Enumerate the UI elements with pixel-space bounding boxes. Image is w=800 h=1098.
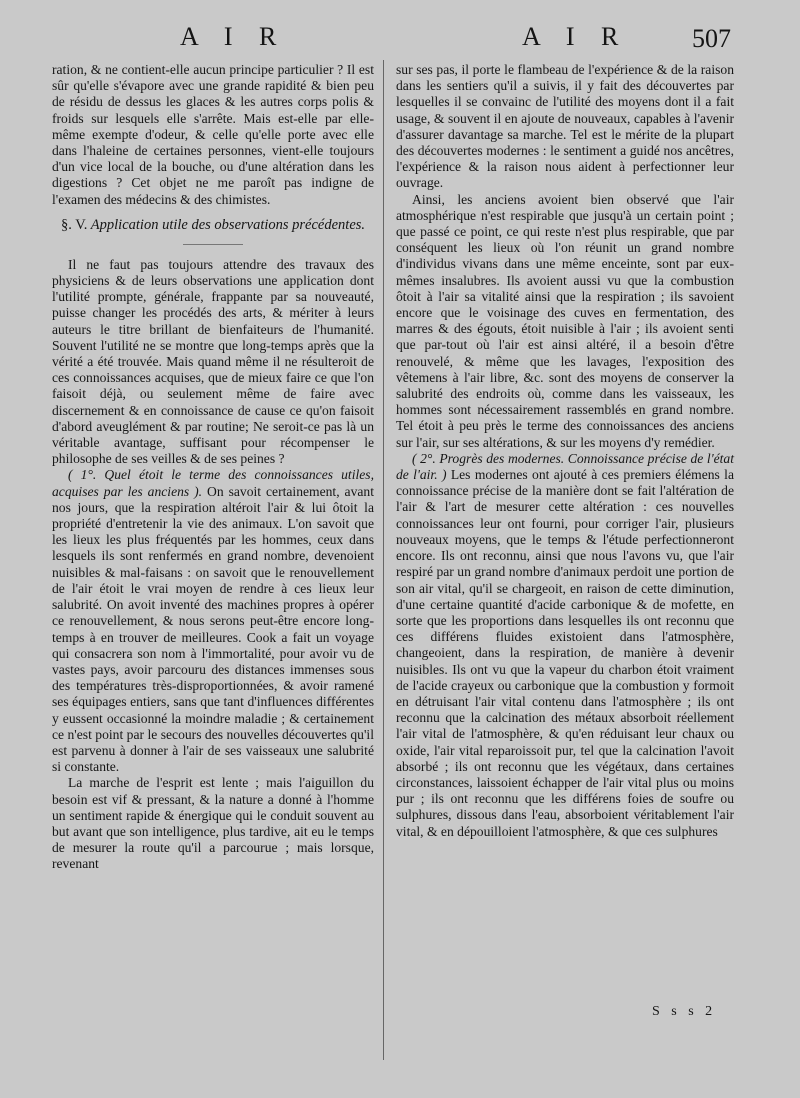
section-number: §. V.	[60, 216, 88, 233]
column-divider	[383, 60, 384, 1060]
running-head-left: A I R	[180, 22, 287, 51]
signature-mark: S s s 2	[652, 1004, 717, 1019]
paragraph: Il ne faut pas toujours attendre des travaux des physiciens & de leurs observations une application dont l'utilité prompte, générale, frappante par sa nouveauté, puisse changer les procédés des arts, & mériter à leurs auteurs le titre brillant de bienfaiteurs de l'humanité. Souvent l'utilité ne se montre que long-temps après que la vérité a été trouvée. Mais quand même il ne résulteroit de ces connoissances acquises, que de mieux faire ce que l'on faisoit déjà, ou seulement même de faire avec discernement & en connoissance de cause ce qu'on faisoit d'abord aveuglément & par routine; Ne seroit-ce pas là un véritable avantage, suffisant pour récompenser le philosophe de ses veilles & de ses peines ?	[52, 256, 374, 467]
paragraph	[396, 451, 734, 840]
paragraph-body: Les modernes ont ajouté à ces premiers élémens la connoissance précise de la manière dont se fait l'altération de l'air & l'art de mesurer cette altération : ces nouvelles connoissances leur ont fourni, pour corriger l'air, plusieurs nouveaux moyens, que le temps & l'étude perfectionneront encore. Ils ont reconnu, ainsi que nous l'avons vu, que l'air respiré par un grand nombre d'animaux perdoit une portion de son air vital, qu'il se chargeoit, en raison de cette diminution, d'une certaine quantité d'acide carbonique & de mofette, en sorte que les proportions dans lesquelles ils ont reconnu que ces différens fluides existoient dans l'atmosphère, changeoient, dans la respiration, de manière à devenir nuisibles. Ils ont vu que la vapeur du charbon étoit vraiment de l'acide crayeux ou carbonique que la combustion y formoit en détruisant l'air vital contenu dans l'atmosphère ; ils ont reconnu que la calcination des métaux absorboit réellement l'air vital de l'atmosphère, & qu'en réduisant leur chaux ou oxide, l'air vital reparoissoit pur, tel que la calcination l'avoit absorbé ; ils ont reconnu que les végétaux, dans certaines circonstances, laissoient échapper de l'air vital plus ou moins pur ; ils ont reconnu que les différens foies de soufre ou sulphures, dissous dans l'eau, absorboient véritablement l'air vital, & en dépouilloient l'atmosphère, & que ces sulphures	[396, 467, 734, 839]
page-number: 507	[692, 24, 731, 53]
section-heading	[52, 216, 374, 234]
paragraph-lead: ( 1°. Quel étoit le terme des connoissances utiles, acquises par les anciens ).	[52, 467, 374, 499]
left-column	[52, 62, 374, 873]
section-title: Application utile des observations précédentes.	[90, 216, 366, 233]
paragraph: La marche de l'esprit est lente ; mais l'aiguillon du besoin est vif & pressant, & la nature a donné à l'homme un sentiment rapide & énergique qui le conduit souvent au but avant que son intelligence, plus tardive, ait eu le temps de mesurer la route qu'il a parcourue ; mais lorsque, revenant	[52, 775, 374, 872]
running-head-right: A I R	[522, 22, 629, 51]
paragraph-lead: ( 2°. Progrès des modernes. Connoissance précise de l'état de l'air. )	[396, 450, 734, 483]
paragraph	[52, 467, 374, 775]
paragraph-body: On savoit certainement, avant nos jours, que la respiration altéroit l'air & lui ôtoit la propriété d'entretenir la vie des animaux. L'on savoit que les lieux les plus fréquentés par les hommes, ceux dans lesquels ils sont renfermés en grand nombre, devenoient nuisibles & mal-faisans : on savoit que le renouvellement de l'air étoit le vrai moyen de rendre à ces lieux leur salubrité. On avoit inventé des machines propres à opérer ce renouvellement, & nous serons peut-être encore long-temps à en trouver de meilleures. Cook a fait un voyage qui consacrera son nom à l'immortalité, pour avoir vu de vastes pays, avoir parcouru des distances immenses sous des températures très-disproportionnées, & avoir ramené ses équipages entiers, sans que tant d'influences différentes y eussent occasionné la moindre maladie ; & certainement ce n'est point par le secours des nouvelles découvertes qu'il est parvenu à donner à l'air de ses vaisseaux une salubrité si constante.	[52, 483, 374, 775]
paragraph: ration, & ne contient-elle aucun principe particulier ? Il est sûr qu'elle s'évapore avec une grande rapidité & bien peu de résidu de dessus les glaces & les autres corps polis & froids sur lesquels elle s'arrête. Mais est-elle par elle-même exempte d'odeur, & celle qu'elle porte avec elle dans l'haleine de certaines personnes, vient-elle toujours d'un vice local de la bouche, ou d'une altération dans les digestions ? Cet objet ne me paroît pas indigne de l'examen des médecins & des chimistes.	[52, 62, 374, 207]
paragraph: Ainsi, les anciens avoient bien observé que l'air atmosphérique n'est respirable que jusqu'à un certain point ; que passé ce point, ce qui reste n'est plus respirable, que par conséquent les lieux où l'on réunit un grand nombre d'individus vivans dans une même enceinte, sont par eux-mêmes insalubres. Ils avoient aussi vu que la combustion ôtoit à l'air sa vitalité ainsi que la respiration ; ils savoient encore que le voisinage des cuves en fermentation, des marres & des égouts, étoit nuisible à l'air ; ils avoient senti que par-tout où l'air est ainsi altéré, il a besoin d'être renouvelé, & même que les lavages, l'exposition des vêtemens à l'air libre, &c. sont des moyens de conserver la salubrité des endroits où, comme dans les vaisseaux, les hommes sont nécessairement rassemblés en grand nombre. Tel étoit à peu près le terme des connoissances des anciens sur l'air, sur ses altérations, & sur les moyens d'y remédier.	[396, 191, 734, 450]
paragraph: sur ses pas, il porte le flambeau de l'expérience & de la raison dans les sentiers qu'il a suivis, il y fait des découvertes par lesquelles il se convainc de l'utilité des moyens dont il a fait usage, & souvent il en ajoute de nouveaux, capables à l'avenir d'assurer davantage sa marche. Tel est le mérite de la plupart des découvertes modernes : le sentiment a guidé nos ancêtres, l'expérience & la raison nous aident à perfectionner leur ouvrage.	[396, 62, 734, 191]
heading-rule	[183, 244, 243, 245]
right-column	[396, 62, 734, 840]
